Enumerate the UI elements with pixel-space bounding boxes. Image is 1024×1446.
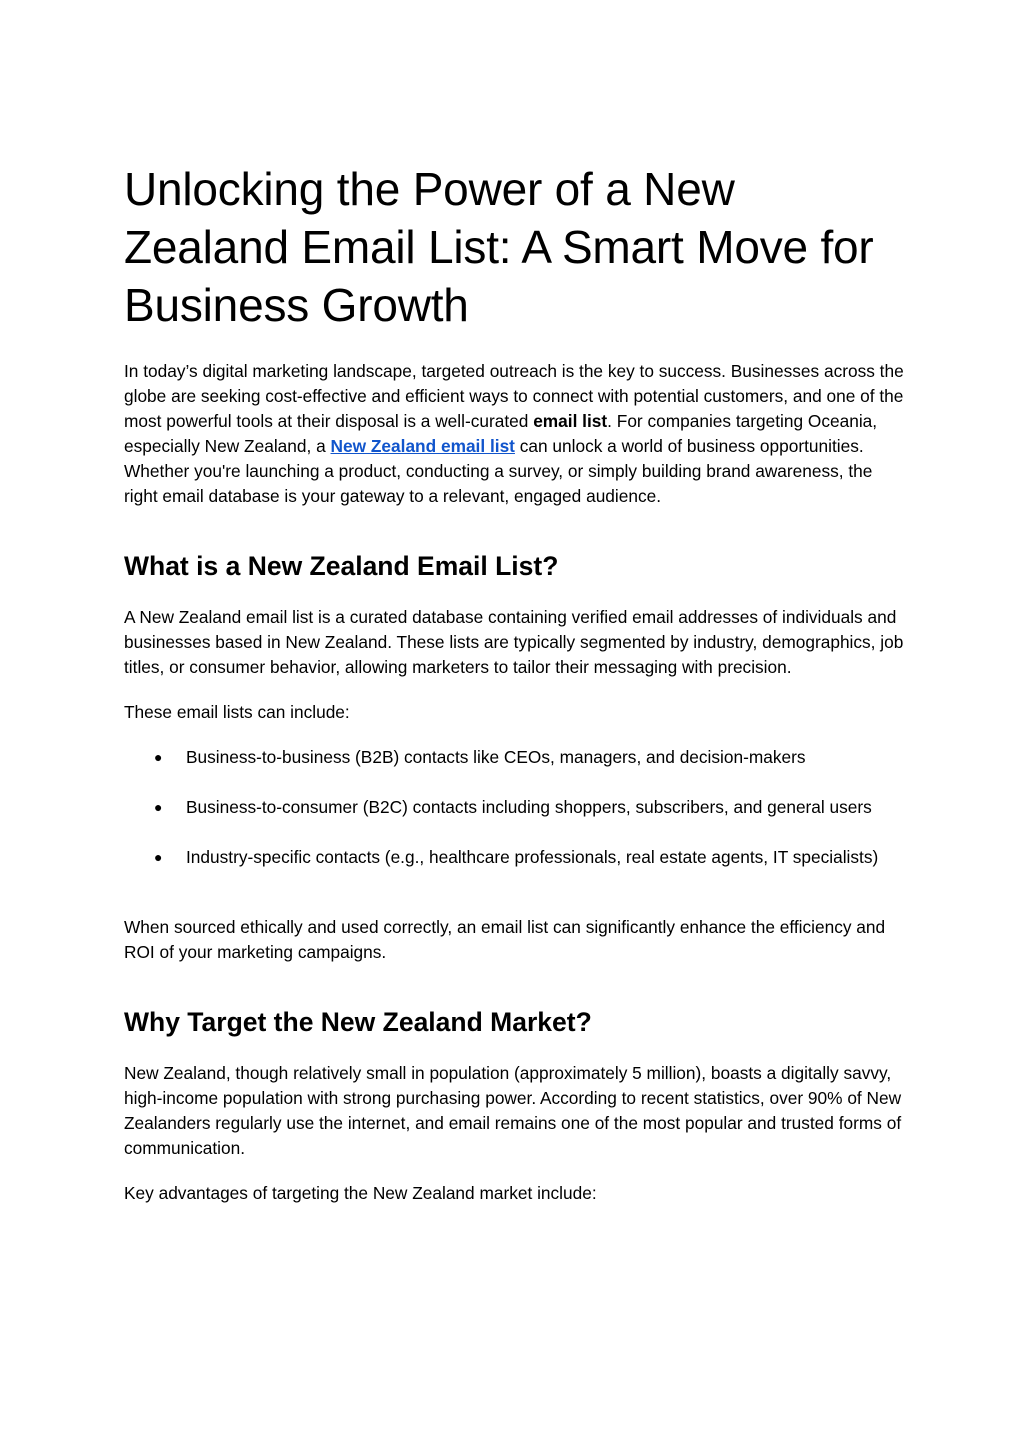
list-item <box>124 745 904 770</box>
section1-closing-paragraph: When sourced ethically and used correctly, an email list can significantly enhance the efficiency and ROI of your marketing campaigns. <box>124 917 886 962</box>
bullet-icon: ● <box>154 799 163 815</box>
email-list-types <box>124 745 904 870</box>
section2-list-intro: Key advantages of targeting the New Zealand market include: <box>124 1183 597 1203</box>
document-page <box>124 160 904 1206</box>
bullet-icon: ● <box>154 749 163 765</box>
document-title: Unlocking the Power of a New Zealand Email List: A Smart Move for Business Growth <box>124 163 874 331</box>
list-item <box>124 795 904 820</box>
intro-text-part3: can unlock a world of business opportunities. Whether you're launching a product, conducting a survey, or simply building brand awareness, the right email database is your gateway to a relevant, engaged audience. <box>124 436 873 506</box>
list-item-text: Industry-specific contacts (e.g., healthcare professionals, real estate agents, IT specialists) <box>186 847 879 867</box>
section-heading-what-is: What is a New Zealand Email List? <box>124 551 559 581</box>
intro-text-part2: . For companies targeting Oceania, especially New Zealand, a <box>124 411 878 456</box>
list-spacer <box>124 895 904 915</box>
intro-paragraph <box>124 359 904 509</box>
section1-paragraph: A New Zealand email list is a curated database containing verified email addresses of individuals and businesses based in New Zealand. These lists are typically segmented by industry, demographics, job titles, or consumer behavior, allowing marketers to tailor their messaging with precision. <box>124 607 904 677</box>
section2-paragraph: New Zealand, though relatively small in population (approximately 5 million), boasts a digitally savvy, high-income population with strong purchasing power. According to recent statistics, over 90% of New Zealanders regularly use the internet, and email remains one of the most popular and trusted forms of communication. <box>124 1063 902 1158</box>
intro-bold-term: email list <box>533 411 608 431</box>
bullet-icon: ● <box>154 849 163 865</box>
new-zealand-email-list-link[interactable]: New Zealand email list <box>330 436 515 456</box>
intro-text-part1: In today’s digital marketing landscape, targeted outreach is the key to success. Businesses across the globe are seeking cost-effective and efficient ways to connect with potential customers, and one of the most powerful tools at their disposal is a well-curated <box>124 361 904 431</box>
list-item <box>124 845 904 870</box>
section-heading-why-target: Why Target the New Zealand Market? <box>124 1007 592 1037</box>
list-item-text: Business-to-consumer (B2C) contacts including shoppers, subscribers, and general users <box>186 797 872 817</box>
list-item-text: Business-to-business (B2B) contacts like CEOs, managers, and decision-makers <box>186 747 806 767</box>
section1-list-intro: These email lists can include: <box>124 702 350 722</box>
